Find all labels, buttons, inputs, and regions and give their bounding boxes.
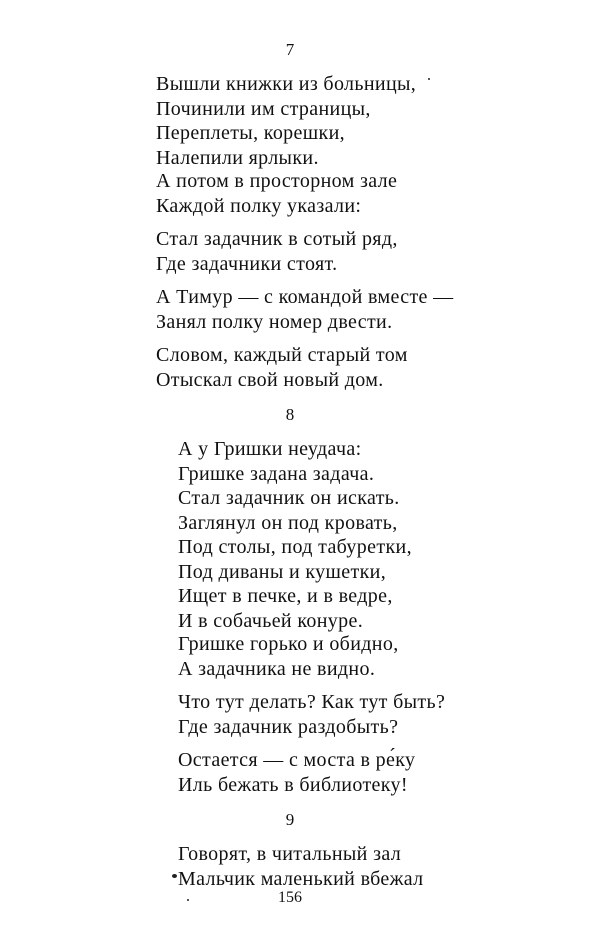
verse-line: Переплеты, корешки, <box>156 122 345 144</box>
stanza-7-3 <box>156 227 398 276</box>
stanza-7-1 <box>156 72 416 170</box>
page-number: 156 <box>278 889 302 906</box>
verse-line: Словом, каждый старый том <box>156 344 408 366</box>
stanza-7-2 <box>156 169 397 218</box>
verse-line: Где задачник раздобыть? <box>178 715 399 738</box>
verse-line: Гришке задана задача. <box>178 462 375 485</box>
verse-line: Отыскал свой новый дом. <box>156 368 384 391</box>
verse-line: Говорят, в читальный зал <box>178 843 402 865</box>
verse-line: Стал задачник в сотый ряд, <box>156 228 398 250</box>
verse-line: Иль бежать в библиотеку! <box>178 773 408 796</box>
verse-line: Под диваны и кушетки, <box>178 560 387 583</box>
stanza-8-5 <box>178 748 415 797</box>
verse-line: Под столы, под табуретки, <box>178 536 412 558</box>
stanza-9-1 <box>178 842 424 891</box>
print-speck <box>172 874 177 878</box>
verse-line: Где задачники стоят. <box>156 252 338 275</box>
stanza-8-3 <box>178 632 399 681</box>
verse-line: И в собачьей конуре. <box>178 609 364 632</box>
verse-line: Ищет в печке, и в ведре, <box>178 585 393 607</box>
verse-line: Вышли книжки из больницы, <box>156 73 417 95</box>
verse-line: А Тимур — с командой вместе — <box>156 286 454 308</box>
verse-line: Заглянул он под кровать, <box>178 511 398 534</box>
stanza-7-5 <box>156 343 408 392</box>
section-number-7: 7 <box>285 40 295 59</box>
verse-line: Что тут делать? Как тут быть? <box>178 691 446 713</box>
stanza-8-2 <box>178 535 412 633</box>
verse-line: Починили им страницы, <box>156 97 371 120</box>
verse-line: А у Гришки неудача: <box>178 438 362 460</box>
stanza-8-1 <box>178 437 400 535</box>
stanza-8-4 <box>178 690 445 739</box>
section-number-8: 8 <box>285 405 295 424</box>
verse-line: Каждой полку указали: <box>156 194 362 217</box>
verse-line: А задачника не видно. <box>178 657 376 680</box>
print-speck <box>428 78 430 80</box>
print-speck <box>187 899 189 901</box>
verse-line: А потом в просторном зале <box>156 170 398 192</box>
stanza-7-4 <box>156 285 453 334</box>
verse-line: Налепили ярлыки. <box>156 146 319 169</box>
verse-line: Стал задачник он искать. <box>178 487 400 509</box>
verse-line: Мальчик маленький вбежал <box>178 867 424 890</box>
section-number-9: 9 <box>285 810 295 829</box>
verse-line: Гришке горько и обидно, <box>178 633 399 655</box>
verse-line: Занял полку номер двести. <box>156 310 393 333</box>
verse-line: Остается — с моста в ре́ку <box>178 749 416 771</box>
